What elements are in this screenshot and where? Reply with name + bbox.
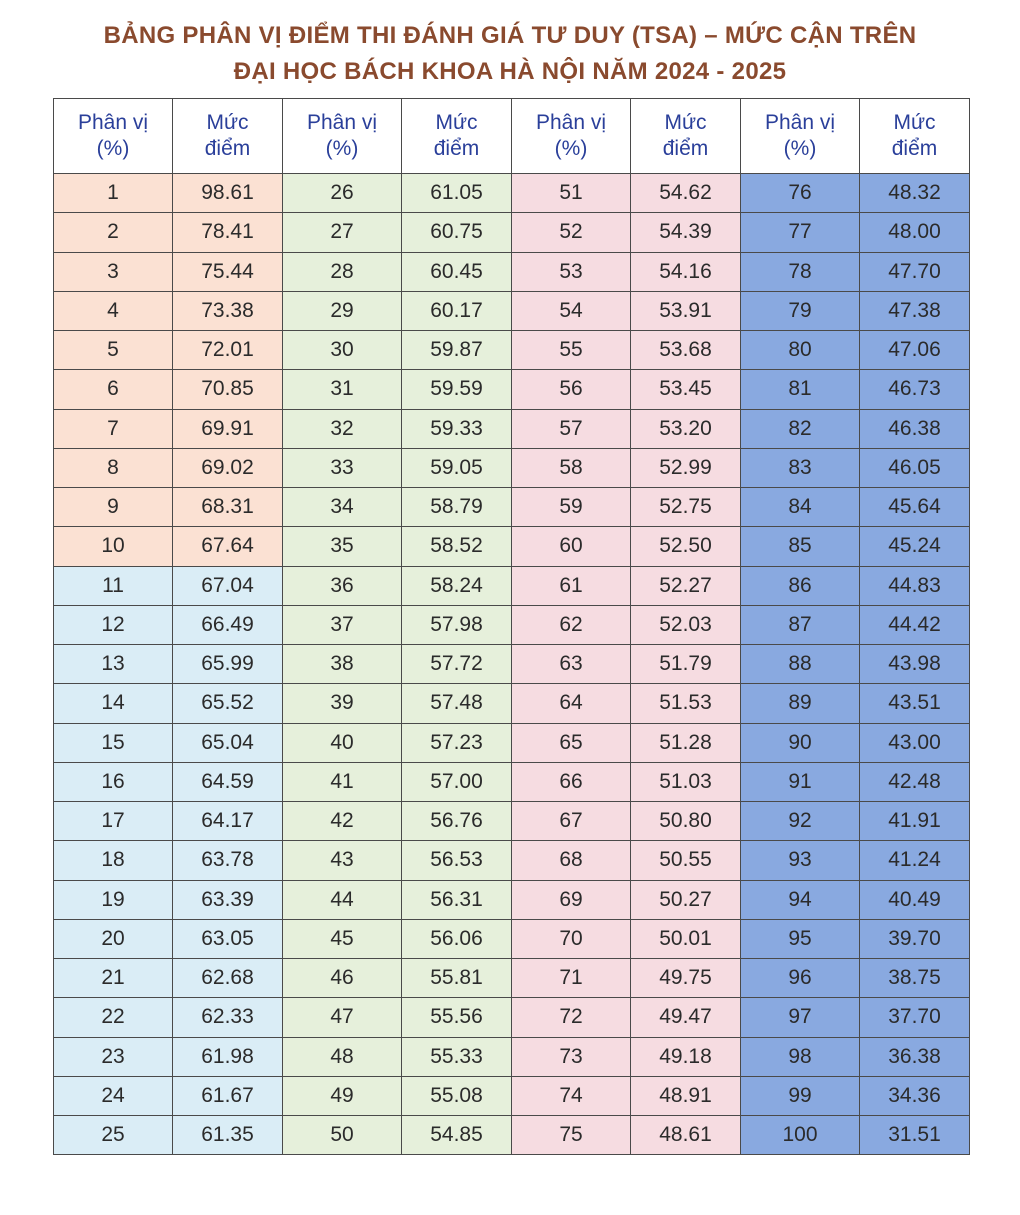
score-cell: 62.68 (173, 959, 283, 998)
score-cell: 61.98 (173, 1037, 283, 1076)
percentile-cell: 31 (283, 370, 402, 409)
score-cell: 41.91 (860, 802, 970, 841)
table-row (54, 1076, 970, 1115)
percentile-cell: 7 (54, 409, 173, 448)
table-row (54, 959, 970, 998)
score-cell: 48.32 (860, 174, 970, 213)
percentile-cell: 22 (54, 998, 173, 1037)
score-cell: 46.05 (860, 448, 970, 487)
score-cell: 34.36 (860, 1076, 970, 1115)
percentile-cell: 99 (741, 1076, 860, 1115)
percentile-cell: 5 (54, 331, 173, 370)
score-cell: 51.79 (631, 645, 741, 684)
score-cell: 67.64 (173, 527, 283, 566)
score-cell: 63.39 (173, 880, 283, 919)
table-row (54, 684, 970, 723)
percentile-cell: 29 (283, 291, 402, 330)
table-header-row (54, 99, 970, 174)
score-cell: 57.23 (402, 723, 512, 762)
score-cell: 56.76 (402, 802, 512, 841)
percentile-cell: 76 (741, 174, 860, 213)
percentile-cell: 48 (283, 1037, 402, 1076)
score-cell: 59.33 (402, 409, 512, 448)
score-cell: 50.55 (631, 841, 741, 880)
score-cell: 52.75 (631, 488, 741, 527)
percentile-cell: 20 (54, 919, 173, 958)
header-percentile: Phân vị (%) (512, 99, 631, 174)
table-row (54, 723, 970, 762)
score-cell: 54.62 (631, 174, 741, 213)
percentile-cell: 61 (512, 566, 631, 605)
percentile-cell: 64 (512, 684, 631, 723)
score-cell: 58.79 (402, 488, 512, 527)
table-row (54, 645, 970, 684)
percentile-cell: 39 (283, 684, 402, 723)
table-row (54, 998, 970, 1037)
percentile-cell: 4 (54, 291, 173, 330)
score-cell: 54.39 (631, 213, 741, 252)
table-row (54, 605, 970, 644)
table-row (54, 919, 970, 958)
percentile-cell: 66 (512, 762, 631, 801)
percentile-cell: 69 (512, 880, 631, 919)
score-cell: 56.31 (402, 880, 512, 919)
score-cell: 66.49 (173, 605, 283, 644)
score-cell: 46.73 (860, 370, 970, 409)
score-cell: 45.64 (860, 488, 970, 527)
score-cell: 64.17 (173, 802, 283, 841)
score-cell: 65.99 (173, 645, 283, 684)
table-row (54, 527, 970, 566)
score-cell: 48.91 (631, 1076, 741, 1115)
score-cell: 56.06 (402, 919, 512, 958)
score-cell: 43.00 (860, 723, 970, 762)
table-row (54, 880, 970, 919)
percentile-cell: 70 (512, 919, 631, 958)
percentile-cell: 81 (741, 370, 860, 409)
percentile-cell: 49 (283, 1076, 402, 1115)
score-cell: 53.45 (631, 370, 741, 409)
percentile-cell: 41 (283, 762, 402, 801)
score-cell: 59.59 (402, 370, 512, 409)
score-cell: 58.24 (402, 566, 512, 605)
score-cell: 52.03 (631, 605, 741, 644)
percentile-cell: 34 (283, 488, 402, 527)
percentile-cell: 24 (54, 1076, 173, 1115)
score-cell: 51.53 (631, 684, 741, 723)
score-cell: 51.03 (631, 762, 741, 801)
header-percentile: Phân vị (%) (54, 99, 173, 174)
header-score: Mức điểm (631, 99, 741, 174)
percentile-cell: 73 (512, 1037, 631, 1076)
table-row (54, 566, 970, 605)
score-cell: 98.61 (173, 174, 283, 213)
score-cell: 68.31 (173, 488, 283, 527)
score-cell: 49.18 (631, 1037, 741, 1076)
score-cell: 38.75 (860, 959, 970, 998)
percentile-cell: 14 (54, 684, 173, 723)
percentile-cell: 19 (54, 880, 173, 919)
table-body (54, 174, 970, 1155)
percentile-cell: 83 (741, 448, 860, 487)
score-cell: 61.35 (173, 1116, 283, 1155)
score-cell: 69.02 (173, 448, 283, 487)
score-cell: 39.70 (860, 919, 970, 958)
score-cell: 78.41 (173, 213, 283, 252)
score-cell: 40.49 (860, 880, 970, 919)
percentile-cell: 43 (283, 841, 402, 880)
score-cell: 55.81 (402, 959, 512, 998)
score-cell: 37.70 (860, 998, 970, 1037)
score-cell: 70.85 (173, 370, 283, 409)
score-cell: 55.33 (402, 1037, 512, 1076)
score-cell: 47.38 (860, 291, 970, 330)
percentile-cell: 35 (283, 527, 402, 566)
score-cell: 54.16 (631, 252, 741, 291)
score-cell: 55.08 (402, 1076, 512, 1115)
score-cell: 48.61 (631, 1116, 741, 1155)
percentile-cell: 60 (512, 527, 631, 566)
score-cell: 50.27 (631, 880, 741, 919)
percentile-cell: 45 (283, 919, 402, 958)
score-cell: 60.17 (402, 291, 512, 330)
percentile-cell: 79 (741, 291, 860, 330)
table-row (54, 841, 970, 880)
score-cell: 49.47 (631, 998, 741, 1037)
percentile-cell: 72 (512, 998, 631, 1037)
score-cell: 47.70 (860, 252, 970, 291)
score-cell: 31.51 (860, 1116, 970, 1155)
header-percentile: Phân vị (%) (741, 99, 860, 174)
percentile-cell: 84 (741, 488, 860, 527)
score-cell: 60.45 (402, 252, 512, 291)
percentile-cell: 92 (741, 802, 860, 841)
percentile-cell: 62 (512, 605, 631, 644)
table-row (54, 762, 970, 801)
score-cell: 59.05 (402, 448, 512, 487)
score-cell: 53.20 (631, 409, 741, 448)
percentile-cell: 28 (283, 252, 402, 291)
percentile-cell: 46 (283, 959, 402, 998)
percentile-cell: 27 (283, 213, 402, 252)
percentile-cell: 2 (54, 213, 173, 252)
score-cell: 57.00 (402, 762, 512, 801)
score-cell: 53.91 (631, 291, 741, 330)
percentile-cell: 63 (512, 645, 631, 684)
percentile-cell: 37 (283, 605, 402, 644)
percentile-cell: 96 (741, 959, 860, 998)
score-cell: 54.85 (402, 1116, 512, 1155)
percentile-cell: 23 (54, 1037, 173, 1076)
percentile-cell: 71 (512, 959, 631, 998)
percentile-cell: 11 (54, 566, 173, 605)
score-cell: 65.52 (173, 684, 283, 723)
percentile-cell: 1 (54, 174, 173, 213)
score-cell: 46.38 (860, 409, 970, 448)
percentile-cell: 55 (512, 331, 631, 370)
score-cell: 41.24 (860, 841, 970, 880)
score-cell: 44.83 (860, 566, 970, 605)
score-cell: 64.59 (173, 762, 283, 801)
score-cell: 44.42 (860, 605, 970, 644)
score-cell: 57.98 (402, 605, 512, 644)
page-title: BẢNG PHÂN VỊ ĐIỂM THI ĐÁNH GIÁ TƯ DUY (TSA) – MỨC CẬN TRÊN (103, 22, 917, 49)
percentile-cell: 97 (741, 998, 860, 1037)
percentile-cell: 38 (283, 645, 402, 684)
table-row (54, 1037, 970, 1076)
score-cell: 52.50 (631, 527, 741, 566)
percentile-cell: 58 (512, 448, 631, 487)
score-cell: 63.78 (173, 841, 283, 880)
score-cell: 57.48 (402, 684, 512, 723)
score-cell: 52.99 (631, 448, 741, 487)
percentile-cell: 75 (512, 1116, 631, 1155)
percentile-cell: 90 (741, 723, 860, 762)
percentile-cell: 36 (283, 566, 402, 605)
table-row (54, 252, 970, 291)
score-cell: 67.04 (173, 566, 283, 605)
percentile-cell: 59 (512, 488, 631, 527)
percentile-cell: 9 (54, 488, 173, 527)
score-cell: 45.24 (860, 527, 970, 566)
percentile-cell: 88 (741, 645, 860, 684)
percentile-cell: 44 (283, 880, 402, 919)
score-cell: 49.75 (631, 959, 741, 998)
percentile-cell: 57 (512, 409, 631, 448)
score-cell: 42.48 (860, 762, 970, 801)
percentile-cell: 21 (54, 959, 173, 998)
percentile-cell: 18 (54, 841, 173, 880)
percentile-cell: 65 (512, 723, 631, 762)
percentile-cell: 78 (741, 252, 860, 291)
score-cell: 55.56 (402, 998, 512, 1037)
percentile-cell: 51 (512, 174, 631, 213)
percentile-cell: 47 (283, 998, 402, 1037)
table-row (54, 174, 970, 213)
score-cell: 69.91 (173, 409, 283, 448)
score-cell: 59.87 (402, 331, 512, 370)
score-cell: 47.06 (860, 331, 970, 370)
percentile-cell: 10 (54, 527, 173, 566)
score-cell: 50.80 (631, 802, 741, 841)
percentile-cell: 52 (512, 213, 631, 252)
page-subtitle: ĐẠI HỌC BÁCH KHOA HÀ NỘI NĂM 2024 - 2025 (233, 58, 787, 85)
percentile-cell: 13 (54, 645, 173, 684)
percentile-cell: 50 (283, 1116, 402, 1155)
score-cell: 51.28 (631, 723, 741, 762)
percentile-cell: 25 (54, 1116, 173, 1155)
percentile-cell: 87 (741, 605, 860, 644)
percentile-cell: 89 (741, 684, 860, 723)
table-row (54, 331, 970, 370)
table-row (54, 409, 970, 448)
table-row (54, 213, 970, 252)
percentile-cell: 32 (283, 409, 402, 448)
percentile-cell: 85 (741, 527, 860, 566)
percentile-cell: 68 (512, 841, 631, 880)
percentile-cell: 74 (512, 1076, 631, 1115)
table-row (54, 370, 970, 409)
percentile-cell: 56 (512, 370, 631, 409)
score-cell: 56.53 (402, 841, 512, 880)
score-cell: 43.98 (860, 645, 970, 684)
score-cell: 52.27 (631, 566, 741, 605)
percentile-cell: 100 (741, 1116, 860, 1155)
percentile-cell: 91 (741, 762, 860, 801)
table-row (54, 1116, 970, 1155)
table-row (54, 448, 970, 487)
table-row (54, 802, 970, 841)
percentile-cell: 95 (741, 919, 860, 958)
table-row (54, 488, 970, 527)
percentile-cell: 30 (283, 331, 402, 370)
percentile-cell: 80 (741, 331, 860, 370)
percentile-cell: 42 (283, 802, 402, 841)
percentile-cell: 3 (54, 252, 173, 291)
percentile-table (53, 98, 970, 1155)
percentile-cell: 82 (741, 409, 860, 448)
score-cell: 50.01 (631, 919, 741, 958)
percentile-cell: 6 (54, 370, 173, 409)
percentile-cell: 86 (741, 566, 860, 605)
table-row (54, 291, 970, 330)
score-cell: 61.05 (402, 174, 512, 213)
percentile-cell: 53 (512, 252, 631, 291)
score-cell: 72.01 (173, 331, 283, 370)
score-cell: 65.04 (173, 723, 283, 762)
percentile-cell: 54 (512, 291, 631, 330)
header-percentile: Phân vị (%) (283, 99, 402, 174)
score-cell: 48.00 (860, 213, 970, 252)
percentile-cell: 94 (741, 880, 860, 919)
header-score: Mức điểm (173, 99, 283, 174)
score-cell: 53.68 (631, 331, 741, 370)
header-score: Mức điểm (860, 99, 970, 174)
percentile-cell: 93 (741, 841, 860, 880)
percentile-cell: 33 (283, 448, 402, 487)
percentile-cell: 8 (54, 448, 173, 487)
percentile-cell: 77 (741, 213, 860, 252)
percentile-cell: 26 (283, 174, 402, 213)
score-cell: 57.72 (402, 645, 512, 684)
percentile-cell: 40 (283, 723, 402, 762)
percentile-cell: 15 (54, 723, 173, 762)
score-cell: 73.38 (173, 291, 283, 330)
score-cell: 58.52 (402, 527, 512, 566)
percentile-cell: 98 (741, 1037, 860, 1076)
score-cell: 62.33 (173, 998, 283, 1037)
score-cell: 60.75 (402, 213, 512, 252)
score-cell: 61.67 (173, 1076, 283, 1115)
percentile-cell: 16 (54, 762, 173, 801)
score-cell: 43.51 (860, 684, 970, 723)
percentile-cell: 12 (54, 605, 173, 644)
score-cell: 63.05 (173, 919, 283, 958)
header-score: Mức điểm (402, 99, 512, 174)
percentile-cell: 17 (54, 802, 173, 841)
score-cell: 75.44 (173, 252, 283, 291)
score-cell: 36.38 (860, 1037, 970, 1076)
percentile-cell: 67 (512, 802, 631, 841)
